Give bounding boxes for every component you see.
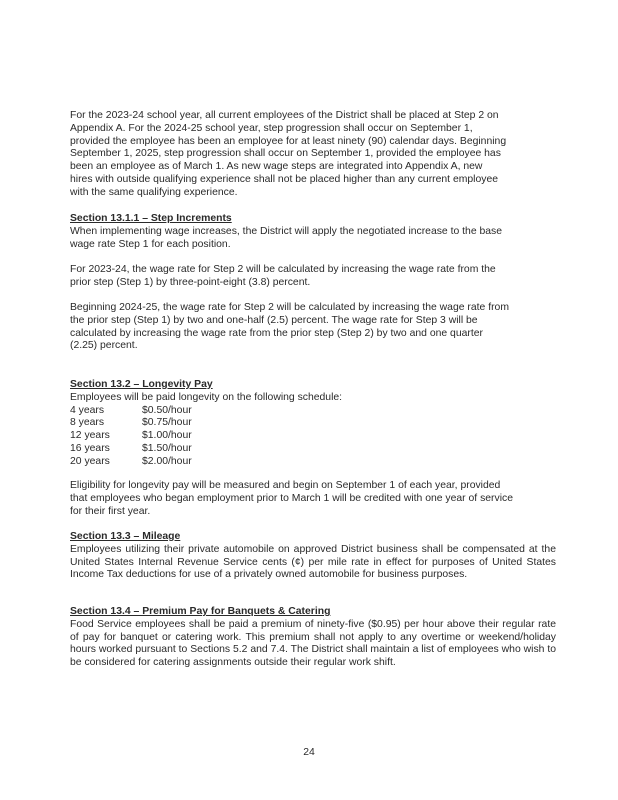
longevity-years: 16 years (70, 442, 110, 454)
section-heading-mileage: Section 13.3 – Mileage (70, 531, 181, 542)
step-increments-2024-block (70, 302, 556, 353)
longevity-row (70, 456, 556, 469)
step-increments-paragraph-1: When implementing wage increases, the District will apply the negotiated increase to the base wage rate Step 1 for each position. (70, 225, 503, 250)
longevity-rate: $1.50/hour (142, 442, 192, 454)
section-13-1-1 (70, 213, 556, 251)
longevity-rate: $0.75/hour (142, 417, 192, 429)
longevity-eligibility-block (70, 480, 556, 518)
step-increments-paragraph-3: Beginning 2024-25, the wage rate for Step 2 will be calculated by increasing the wage rate from the prior step (Step 1) by two and one-half (2.5) percent. The wage rate for Step 3 will be calculated by increasing the wage rate from the prior step (Step 2) by two and one quarter (2.25) percent. (70, 302, 509, 352)
intro-section (70, 110, 556, 200)
longevity-eligibility: Eligibility for longevity pay will be measured and begin on September 1 of each year, provided that employees who began employment prior to March 1 will be credited with one year of service for their first year. (70, 480, 513, 517)
mileage-paragraph: Employees utilizing their private automobile on approved District business shall be compensated at the United States Internal Revenue Service cents (¢) per mile rate in effect for purposes of United States Income Tax deductions for use of a privately owned automobile for business purposes. (70, 543, 556, 581)
section-13-4 (70, 606, 556, 670)
longevity-years: 4 years (70, 404, 105, 416)
section-13-3 (70, 531, 556, 582)
step-increments-2023-block (70, 264, 556, 290)
longevity-years: 12 years (70, 430, 110, 442)
section-heading-premium-pay: Section 13.4 – Premium Pay for Banquets & Catering (70, 606, 331, 617)
intro-paragraph: For the 2023-24 school year, all current employees of the District shall be placed at Step 2 on Appendix A. For the 2024-25 school year, step progression shall occur on September 1, provided the employee has been an employee for at least ninety (90) calendar days. Beginning September 1, 2025, step progression shall occur on September 1, provided the employee has been an employee as of March 1. As new wage steps are integrated into Appendix A, new hires with outside qualifying experience shall not be placed higher than any current employee with the same qualifying experience. (70, 110, 507, 198)
section-heading-step-increments: Section 13.1.1 – Step Increments (70, 213, 232, 224)
page-number: 24 (303, 747, 315, 758)
longevity-schedule (70, 405, 556, 469)
section-heading-longevity-pay: Section 13.2 – Longevity Pay (70, 379, 213, 390)
section-13-2 (70, 379, 556, 469)
longevity-row (70, 443, 556, 456)
longevity-rate: $1.00/hour (142, 430, 192, 442)
longevity-rate: $0.50/hour (142, 404, 192, 416)
longevity-years: 8 years (70, 417, 105, 429)
premium-pay-paragraph: Food Service employees shall be paid a premium of ninety-five ($0.95) per hour above their regular rate of pay for banquet or catering work. This premium shall not apply to any overtime or weekend/holiday hours worked pursuant to Sections 5.2 and 7.4. The District shall maintain a list of employees who wish to be considered for catering assignments outside their regular work shift. (70, 618, 556, 669)
longevity-years: 20 years (70, 455, 110, 467)
longevity-row (70, 417, 556, 430)
longevity-row (70, 430, 556, 443)
step-increments-paragraph-2: For 2023-24, the wage rate for Step 2 will be calculated by increasing the wage rate from the prior step (Step 1) by three-point-eight (3.8) percent. (70, 264, 496, 288)
longevity-row (70, 405, 556, 418)
longevity-intro: Employees will be paid longevity on the following schedule: (70, 391, 343, 403)
longevity-rate: $2.00/hour (142, 455, 192, 467)
